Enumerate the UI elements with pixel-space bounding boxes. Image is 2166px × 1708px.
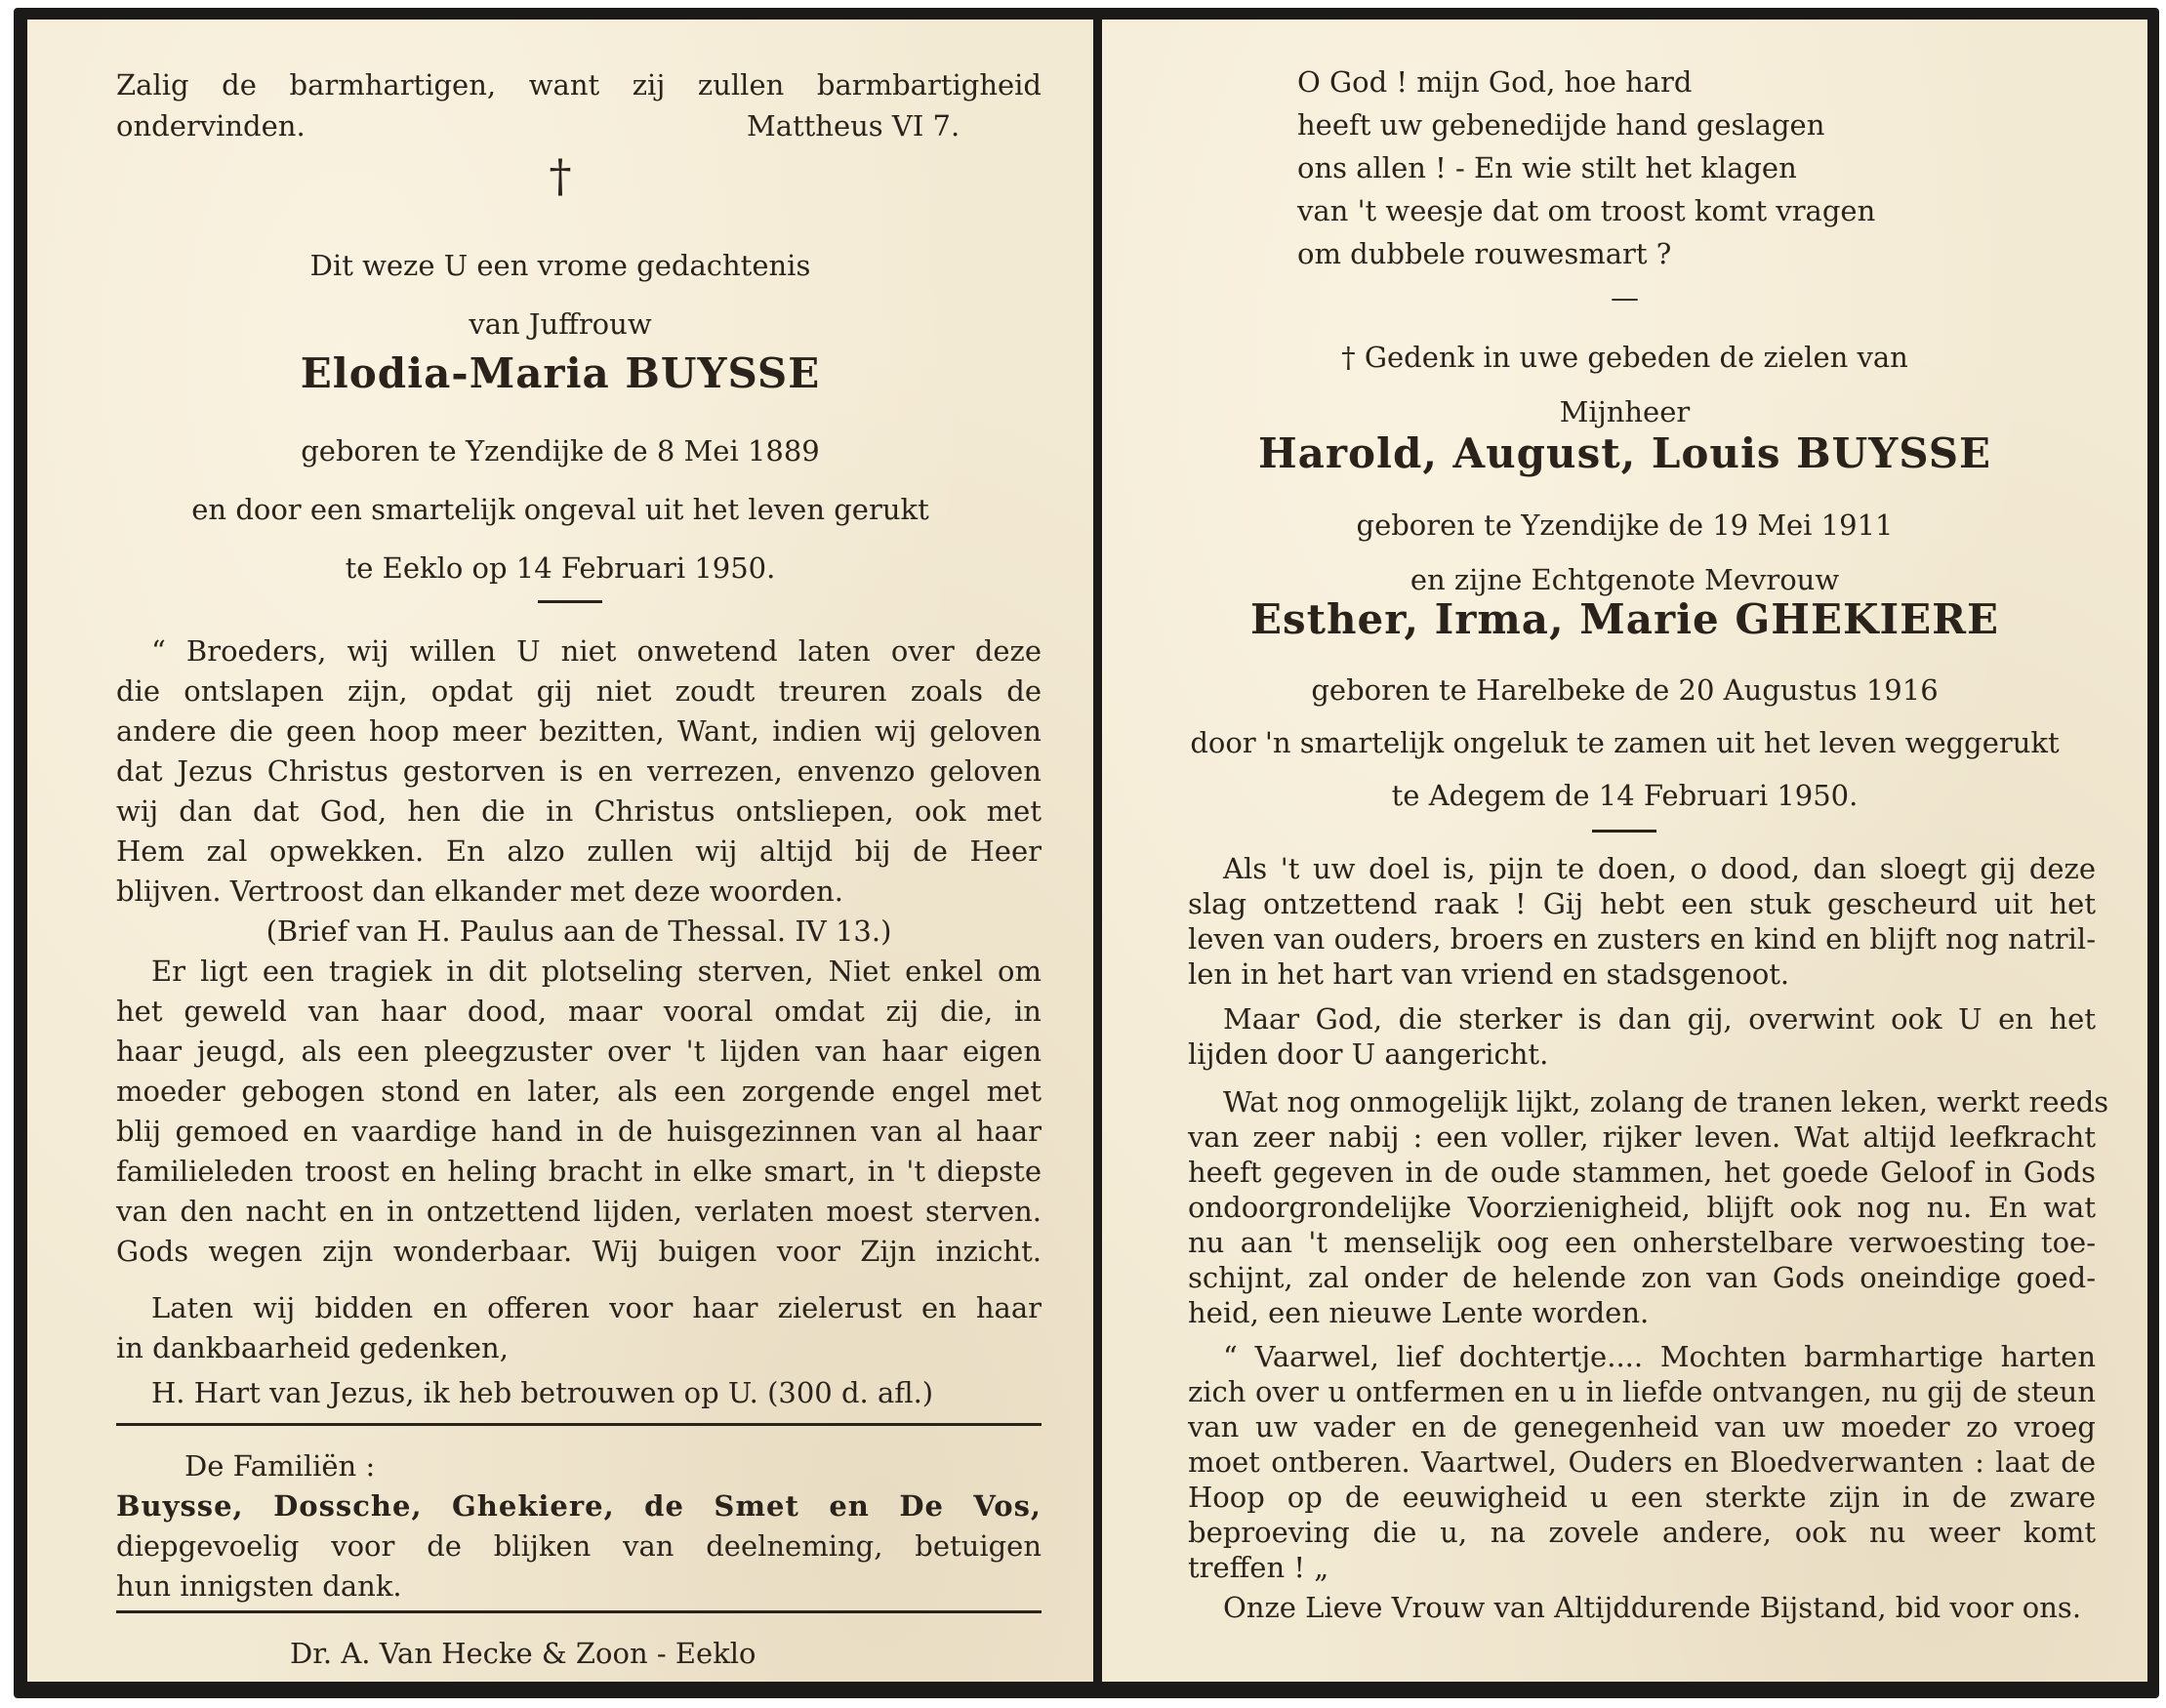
families-names: Buysse, Dossche, Ghekiere, de Smet en De Vos,: [116, 1489, 1042, 1523]
dash-separator: —: [1611, 281, 1639, 314]
para2-line: lijden door U aangericht.: [1188, 1037, 1549, 1071]
birth-line-1: geboren te Yzendijke de 19 Mei 1911: [1356, 508, 1894, 542]
para3-line: nu aan 't menselijk oog een onherstelbare verwoesting toe-: [1188, 1226, 2096, 1259]
poem-line: O God ! mijn God, hoe hard: [1297, 65, 1693, 99]
para3-line: Wat nog onmogelijk lijkt, zolang de tranen leken, werkt reeds: [1223, 1085, 2109, 1118]
para3-line: heid, een nieuwe Lente worden.: [1188, 1296, 1650, 1329]
para4-line: “ Vaarwel, lief dochtertje.... Mochten barmhartige harten: [1223, 1340, 2096, 1373]
para4-line: Hoop op de eeuwigheid u een sterkte zijn in de zware: [1188, 1481, 2096, 1514]
quote-line: andere die geen hoop meer bezitten, Want, indien wij geloven: [116, 714, 1042, 748]
thanks-text: [116, 1526, 1042, 1606]
quote-line: die ontslapen zijn, opdat gij niet zoudt treuren zoals de: [116, 674, 1042, 708]
remember-intro: [1102, 330, 2147, 439]
life-details: [27, 422, 1093, 597]
tribute-line: van den nacht en in ontzettend lijden, verlaten moest sterven.: [116, 1195, 1042, 1228]
para4-line: treffen ! „: [1188, 1551, 1329, 1584]
para2-line: Maar God, die sterker is dan gij, overwint ook U en het: [1223, 1002, 2096, 1036]
thanks-line: diepgevoelig voor de blijken van deelneming, betuigen: [116, 1529, 1042, 1563]
right-panel: [1102, 20, 2147, 1682]
memorial-intro: [27, 236, 1093, 353]
death-line1-right: door 'n smartelijk ongeluk te zamen uit het leven weggerukt: [1190, 726, 2060, 759]
poem-line: heeft uw gebenedijde hand geslagen: [1297, 108, 1825, 142]
prayer-line: Laten wij bidden en offeren voor haar zielerust en haar: [151, 1291, 1042, 1324]
memorial-card: [14, 8, 2159, 1698]
quote-line: Hem zal opwekken. En alzo zullen wij altijd bij de Heer: [116, 834, 1042, 868]
life-details-2: [1102, 664, 2147, 822]
quote-line: wij dan dat God, hen die in Christus ontsliepen, ook met: [116, 794, 1042, 828]
epigraph-reference: Mattheus VI 7.: [747, 109, 960, 142]
para4-line: beproeving die u, na zovele andere, ook nu weer komt: [1188, 1516, 2096, 1549]
death-line1: en door een smartelijk ongeval uit het leven gerukt: [191, 493, 929, 526]
para4-line: van uw vader en de genegenheid van uw moeder zo vroeg: [1188, 1410, 2096, 1444]
divider-line: [116, 1423, 1042, 1426]
para1-line: Als 't uw doel is, pijn te doen, o dood, dan sloegt gij deze: [1223, 852, 2096, 885]
spouse-line: en zijne Echtgenote Mevrouw: [1410, 563, 1840, 596]
tribute-line: moeder gebogen stond en later, als een zorgende engel met: [116, 1075, 1042, 1108]
epigraph-text-line1: Zalig de barmhartigen, want zij zullen barmbartigheid: [116, 68, 1042, 102]
poem-line: ons allen ! - En wie stilt het klagen: [1297, 151, 1797, 184]
cross-icon: †: [549, 149, 572, 202]
short-divider: [538, 600, 602, 603]
death-line2-right: te Adegem de 14 Februari 1950.: [1391, 779, 1859, 812]
left-panel: [27, 20, 1093, 1682]
paragraph-4: [1188, 1339, 2096, 1585]
para4-line: zich over u ontfermen en u in liefde ontvangen, nu gij de steun: [1188, 1375, 2096, 1408]
tribute-line: blij gemoed en vaardige hand in de huisgezinnen van al haar: [116, 1115, 1042, 1148]
deceased-name-2: Esther, Irma, Marie GHEKIERE: [1249, 595, 2000, 643]
poem-line: om dubbele rouwesmart ?: [1297, 237, 1672, 270]
para4-line: moet ontberen. Vaartwel, Ouders en Bloedverwanten : laat de: [1188, 1445, 2096, 1479]
families-label: De Familiën :: [184, 1449, 376, 1483]
deceased-name: Elodia-Maria BUYSSE: [300, 349, 821, 397]
closing-prayer: Onze Lieve Vrouw van Altijddurende Bijstand, bid voor ons.: [1223, 1591, 2082, 1624]
para3-line: schijnt, zal onder de helende zon van Gods oneindige goed-: [1188, 1261, 2096, 1294]
poem-line: van 't weesje dat om troost komt vragen: [1297, 194, 1876, 227]
para1-line: leven van ouders, broers en zusters en kind en blijft nog natril-: [1188, 922, 2096, 956]
quote-line: “ Broeders, wij willen U niet onwetend laten over deze: [151, 634, 1042, 668]
indulgence-prayer: H. Hart van Jezus, ik heb betrouwen op U. (300 d. afl.): [151, 1376, 934, 1409]
divider-line-bottom: [116, 1610, 1042, 1613]
life-details-1: [1102, 498, 2147, 607]
epigraph-text-line2: ondervinden.: [116, 109, 306, 142]
short-divider-right: [1592, 830, 1656, 833]
scripture-reference: (Brief van H. Paulus aan de Thessal. IV 13.): [266, 915, 892, 948]
quote-line: dat Jezus Christus gestorven is en verrezen, envenzo geloven: [116, 754, 1042, 788]
tribute-line: haar jeugd, als een pleegzuster over 't lijden van haar eigen: [116, 1035, 1042, 1068]
birth-line-2: geboren te Harelbeke de 20 Augustus 1916: [1311, 673, 1939, 707]
tribute-line: Er ligt een tragiek in dit plotseling sterven, Niet enkel om: [151, 955, 1042, 988]
memorial-line2: van Juffrouw: [469, 307, 652, 341]
paragraph-2: [1188, 1001, 2096, 1072]
paragraph-1: [1188, 851, 2096, 992]
para3-line: ondoorgrondelijke Voorzienigheid, blijft ook nog nu. En wat: [1188, 1191, 2096, 1224]
tribute-line: het geweld van haar dood, maar vooral omdat zij die, in: [116, 995, 1042, 1028]
prayer-text: [116, 1288, 1042, 1368]
para3-line: heeft gegeven in de oude stammen, het goede Geloof in Gods: [1188, 1156, 2096, 1189]
tribute-line: familieleden troost en heling bracht in elke smart, in 't diepste: [116, 1155, 1042, 1188]
deceased-name-1: Harold, August, Louis BUYSSE: [1257, 429, 1992, 477]
birth-line: geboren te Yzendijke de 8 Mei 1889: [301, 434, 820, 468]
printer-credit: Dr. A. Van Hecke & Zoon - Eeklo: [290, 1637, 756, 1670]
poem: [1297, 61, 1981, 275]
title-mijnheer: Mijnheer: [1559, 395, 1691, 428]
tribute-line: Gods wegen zijn wonderbaar. Wij buigen voor Zijn inzicht.: [116, 1235, 1042, 1268]
remember-line: † Gedenk in uwe gebeden de zielen van: [1341, 341, 1908, 374]
para3-line: van zeer nabij : een voller, rijker leven. Wat altijd leefkracht: [1188, 1120, 2096, 1154]
death-line2: te Eeklo op 14 Februari 1950.: [345, 551, 776, 585]
para1-line: len in het hart van vriend en stadsgenoot.: [1188, 957, 1790, 991]
scripture-quote: [116, 631, 1042, 912]
epigraph: [116, 64, 1042, 146]
tribute-text: [116, 952, 1042, 1272]
memorial-line1: Dit weze U een vrome gedachtenis: [309, 249, 811, 282]
thanks-line: hun innigsten dank.: [116, 1569, 402, 1603]
paragraph-3: [1188, 1084, 2109, 1330]
quote-line: blijven. Vertroost dan elkander met deze woorden.: [116, 874, 843, 908]
prayer-line: in dankbaarheid gedenken,: [116, 1331, 509, 1364]
para1-line: slag ontzettend raak ! Gij hebt een stuk gescheurd uit het: [1188, 887, 2096, 920]
